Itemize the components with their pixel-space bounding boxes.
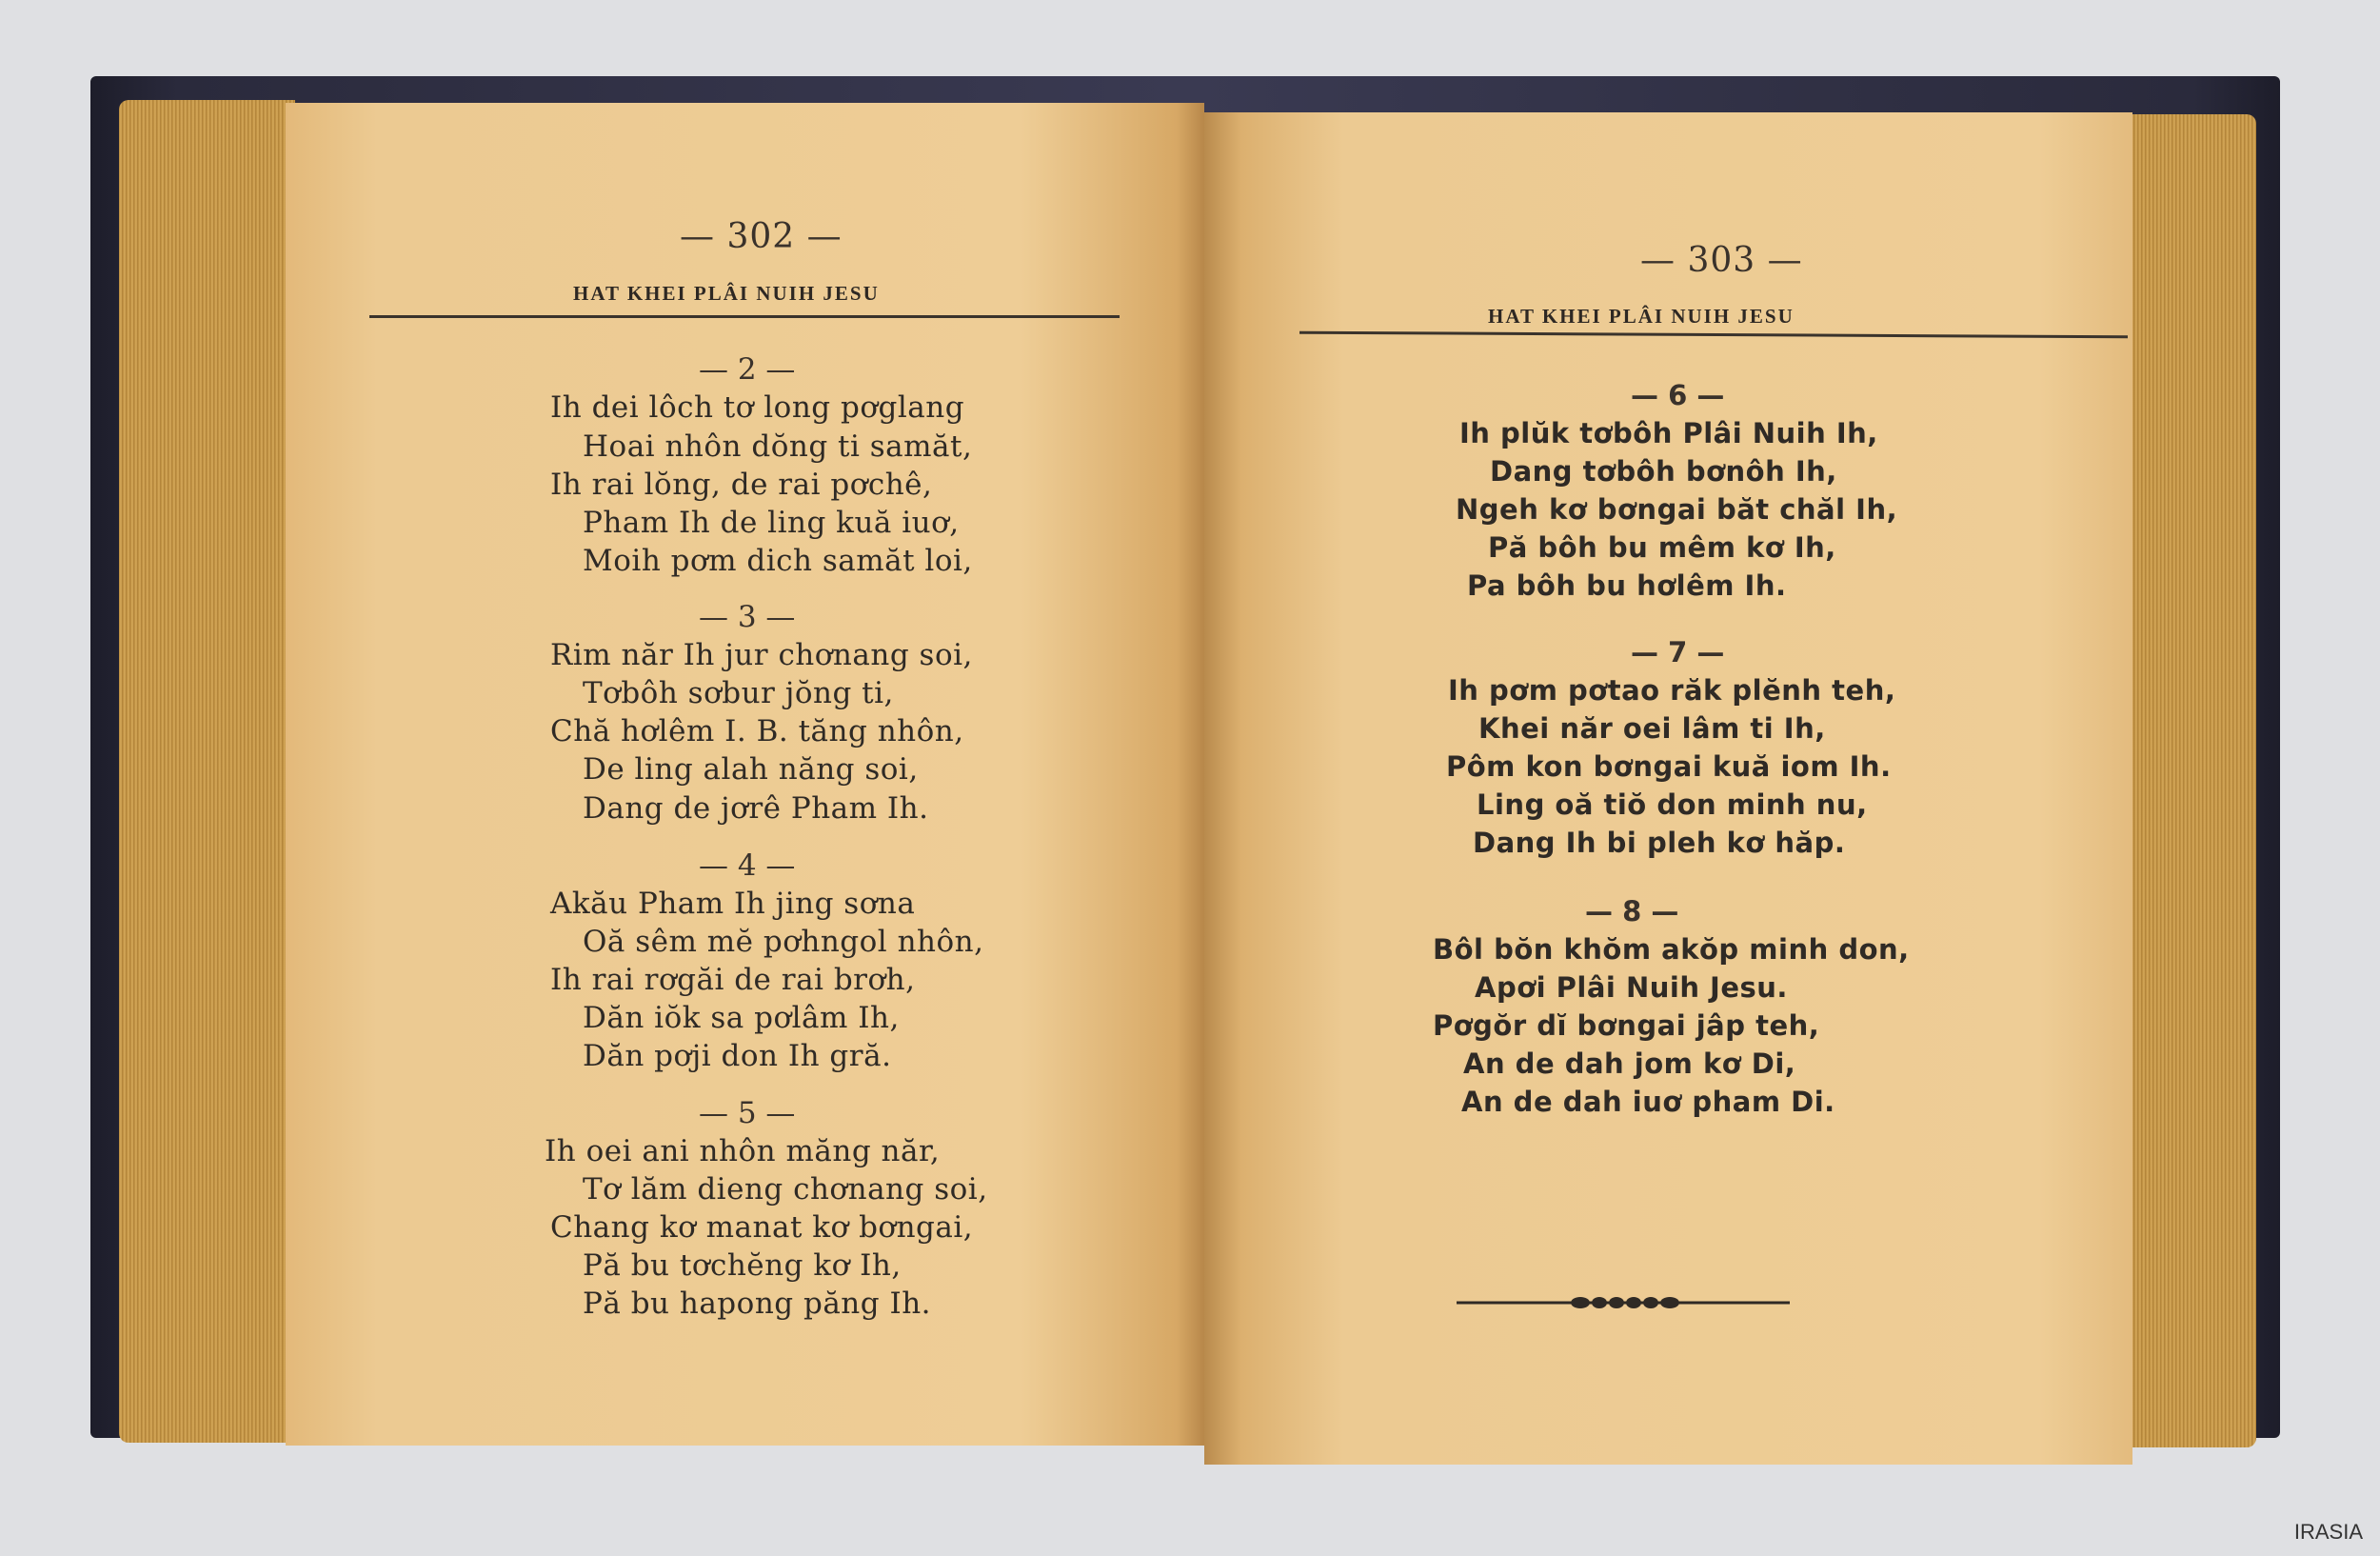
verse-line: Akău Pham Ih jing sơna <box>550 887 916 921</box>
verse-line: Ih oei ani nhôn măng năr, <box>545 1134 941 1168</box>
verse-line: Ih pơm pơtao răk plĕnh teh, <box>1448 674 1896 707</box>
stanza-number: — 2 — <box>699 352 796 387</box>
verse-line: Apơi Plâi Nuih Jesu. <box>1475 971 1788 1004</box>
verse-line: Chă hơlêm I. B. tăng nhôn, <box>550 714 964 748</box>
stanza-number: — 8 — <box>1585 895 1679 928</box>
stanza-number: — 4 — <box>699 848 796 883</box>
verse-line: Tơ lăm dieng chơnang soi, <box>583 1172 988 1207</box>
page-edges-left <box>119 100 295 1443</box>
stanza-number: — 7 — <box>1631 636 1725 668</box>
stanza-number: — 5 — <box>699 1096 796 1130</box>
running-head: HAT KHEI PLÂI NUIH JESU <box>573 282 880 305</box>
left-page <box>286 103 1204 1446</box>
verse-line: Tơbôh sơbur jŏng ti, <box>583 676 894 710</box>
right-page <box>1204 112 2132 1465</box>
verse-line: Chang kơ manat kơ bơngai, <box>550 1210 974 1245</box>
verse-line: Ih plŭk tơbôh Plâi Nuih Ih, <box>1459 417 1878 449</box>
verse-line: Dang de jơrê Pham Ih. <box>583 791 929 826</box>
verse-line: Pa bôh bu hơlêm Ih. <box>1467 569 1787 602</box>
header-rule <box>1299 331 2128 339</box>
verse-line: Hoai nhôn dŏng ti samăt, <box>583 429 973 464</box>
verse-line: Dang Ih bi pleh kơ hăp. <box>1473 827 1846 859</box>
image-credit: IRASIA <box>2293 1520 2363 1544</box>
verse-line: Dang tơbôh bơnôh Ih, <box>1490 455 1837 488</box>
verse-line: De ling alah năng soi, <box>583 752 919 787</box>
page-number: — 303 — <box>1640 241 1803 280</box>
verse-line: Pă bu hapong păng Ih. <box>583 1287 932 1321</box>
verse-line: Ih dei lôch tơ long pơglang <box>550 390 965 425</box>
verse-line: An de dah iuơ pham Di. <box>1461 1086 1835 1118</box>
verse-line: Ngeh kơ bơngai băt chăl Ih, <box>1456 493 1898 526</box>
running-head: HAT KHEI PLÂI NUIH JESU <box>1488 305 1795 328</box>
verse-line: Pơgŏr dĭ bơngai jâp teh, <box>1433 1009 1820 1042</box>
verse-line: Dăn iŏk sa pơlâm Ih, <box>583 1001 900 1035</box>
header-rule <box>369 315 1120 318</box>
page-number: — 302 — <box>680 217 843 256</box>
verse-line: Pôm kon bơngai kuă iom Ih. <box>1446 750 1892 783</box>
verse-line: Ling oă tiŏ don minh nu, <box>1477 788 1868 821</box>
verse-line: Oă sêm mĕ pơhngol nhôn, <box>583 925 984 959</box>
verse-line: Dăn pơji don Ih gră. <box>583 1039 892 1073</box>
verse-line: Ih rai rơgăi de rai brơh, <box>550 963 916 997</box>
verse-line: Rim năr Ih jur chơnang soi, <box>550 638 973 672</box>
verse-line: Ih rai lŏng, de rai pơchê, <box>550 468 933 502</box>
verse-line: An de dah jom kơ Di, <box>1463 1047 1796 1080</box>
verse-line: Pă bôh bu mêm kơ Ih, <box>1488 531 1836 564</box>
stanza-number: — 6 — <box>1631 379 1725 411</box>
page-edges-right <box>2123 114 2256 1447</box>
verse-line: Pham Ih de ling kuă iuơ, <box>583 506 960 540</box>
verse-line: Pă bu tơchĕng kơ Ih, <box>583 1248 902 1283</box>
verse-line: Moih pơm dich samăt loi, <box>583 544 973 578</box>
tailpiece-ornament-icon <box>1457 1288 1790 1317</box>
verse-line: Bôl bŏn khŏm akŏp minh don, <box>1433 933 1910 966</box>
stanza-number: — 3 — <box>699 600 796 634</box>
verse-line: Khei năr oei lâm ti Ih, <box>1478 712 1826 745</box>
